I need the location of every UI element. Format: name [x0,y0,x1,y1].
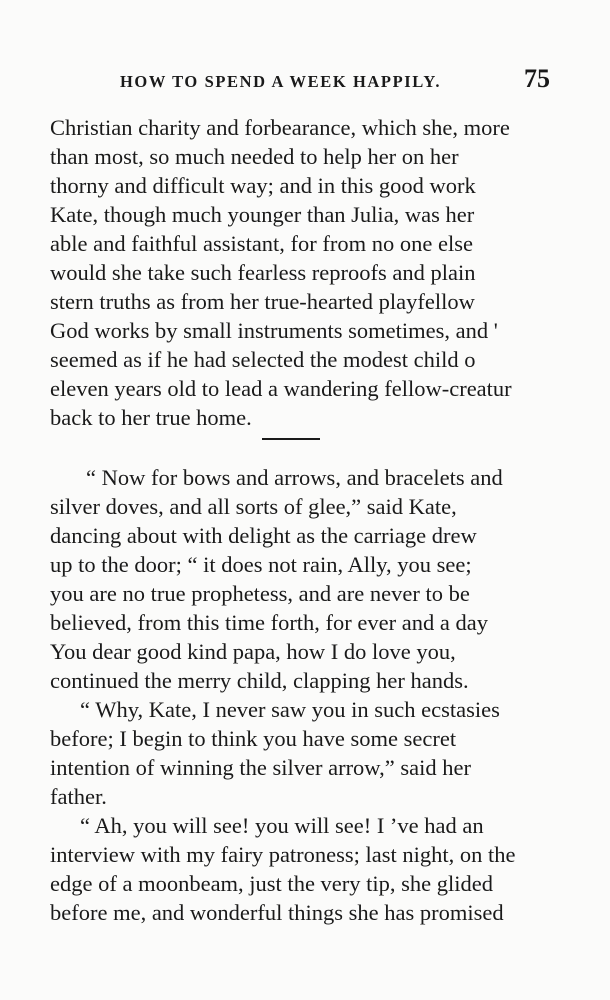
text-line: you are no true prophetess, and are never to be [50,581,470,606]
text-line: You dear good kind papa, how I do love you, [50,639,456,664]
text-line: would she take such fearless reproofs and plain [50,260,476,285]
text-line: Christian charity and forbearance, which she, more [50,115,510,140]
text-line: “ Why, Kate, I never saw you in such ecstasies [80,697,500,722]
text-line: father. [50,784,107,809]
text-line: believed, from this time forth, for ever and a day [50,610,488,635]
text-line: eleven years old to lead a wandering fellow-creatur [50,376,512,401]
text-line: able and faithful assistant, for from no one else [50,231,473,256]
text-line: interview with my fairy patroness; last night, on the [50,842,516,867]
text-line: up to the door; “ it does not rain, Ally, you see; [50,552,472,577]
text-line: “ Ah, you will see! you will see! I ’ve had an [80,813,484,838]
page-number: 75 [524,64,550,93]
text-line: continued the merry child, clapping her hands. [50,668,469,693]
text-line: thorny and difficult way; and in this good work [50,173,476,198]
text-line: intention of winning the silver arrow,” said her [50,755,471,780]
text-line: back to her true home. [50,405,252,430]
text-line: dancing about with delight as the carriage drew [50,523,477,548]
section-rule [262,438,320,440]
text-line: than most, so much needed to help her on her [50,144,459,169]
text-line: stern truths as from her true-hearted playfellow [50,289,475,314]
text-line: seemed as if he had selected the modest child o [50,347,476,372]
text-line: edge of a moonbeam, just the very tip, she glided [50,871,494,896]
text-line: silver doves, and all sorts of glee,” said Kate, [50,494,457,519]
text-line: before me, and wonderful things she has promised [50,900,504,925]
text-line: “ Now for bows and arrows, and bracelets and [86,465,503,490]
text-line: God works by small instruments sometimes, and ' [50,318,498,343]
text-line: before; I begin to think you have some secret [50,726,457,751]
text-line: Kate, though much younger than Julia, was her [50,202,475,227]
running-title: HOW TO SPEND A WEEK HAPPILY. [120,72,442,91]
running-head [120,62,550,96]
